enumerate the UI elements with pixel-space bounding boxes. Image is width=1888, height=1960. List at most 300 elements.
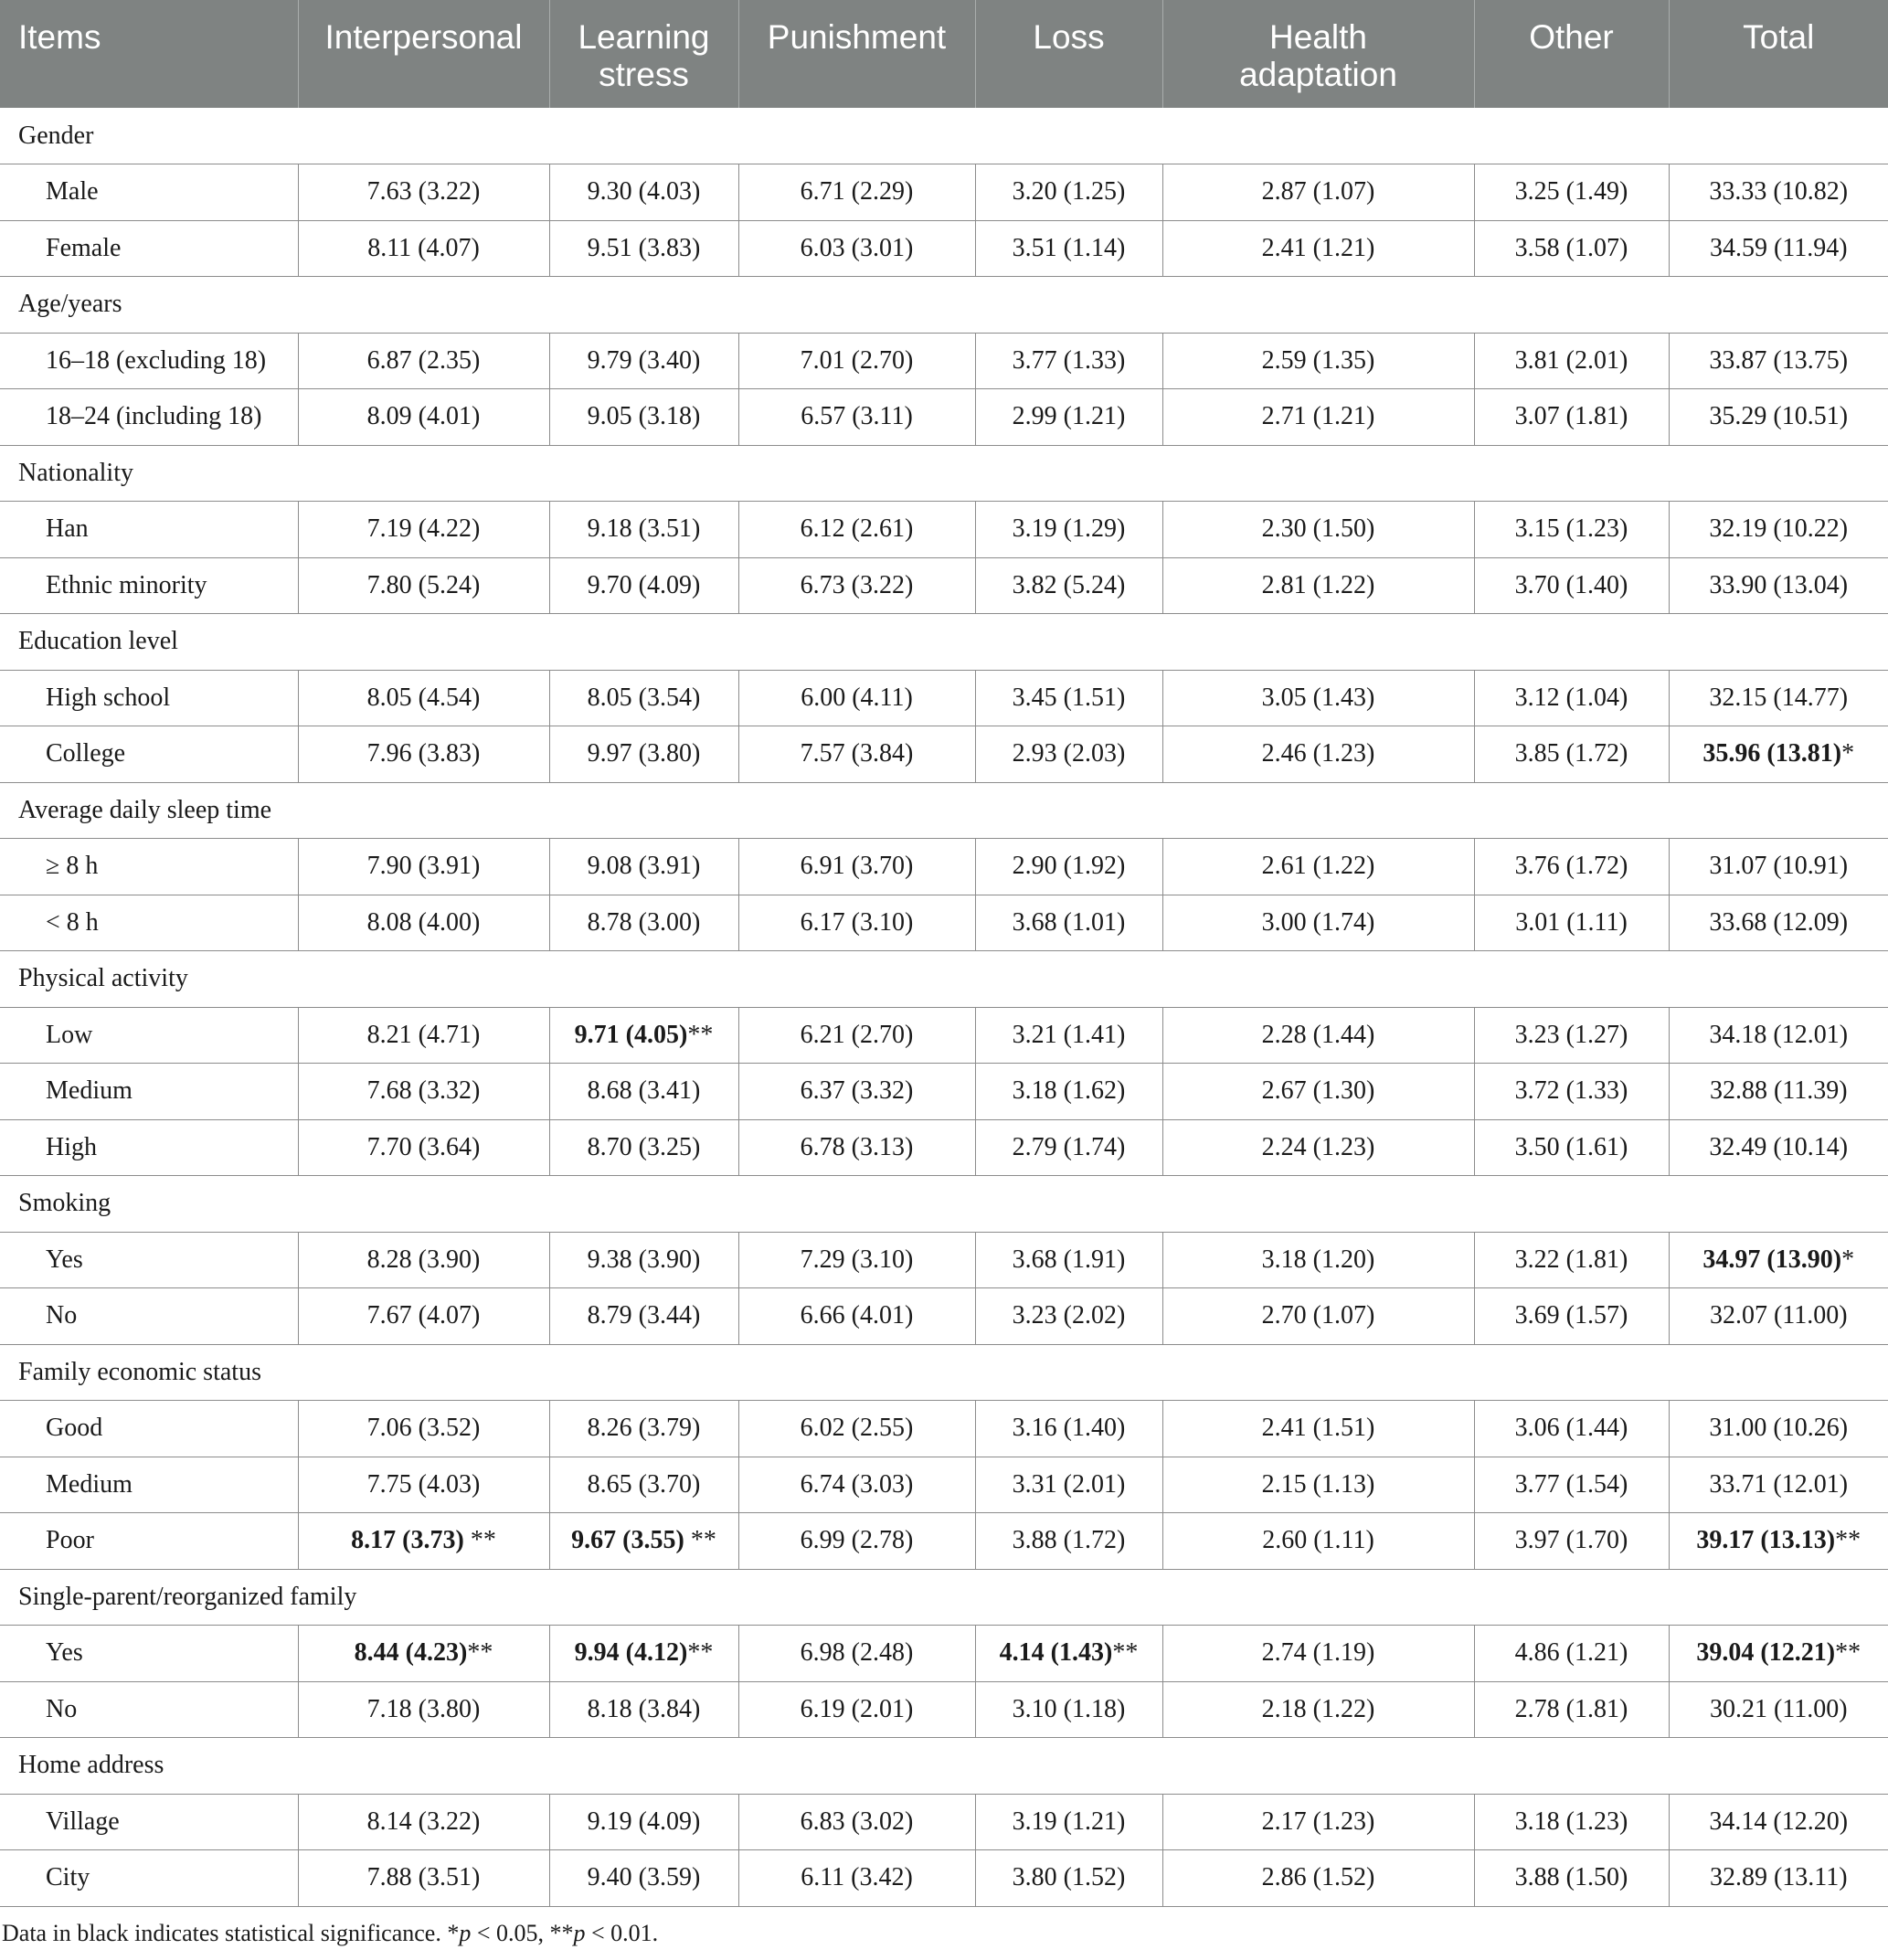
footnote-p-symbol: p: [459, 1919, 472, 1946]
table-cell: [549, 1626, 738, 1682]
table-cell: [1474, 1064, 1669, 1120]
table-cell: [1162, 1794, 1474, 1850]
table-cell: [1162, 1007, 1474, 1064]
table-cell: [1162, 1681, 1474, 1738]
table-row: [0, 1232, 1888, 1288]
table-row: [0, 1288, 1888, 1345]
table-cell: [1474, 502, 1669, 558]
table-cell: [298, 1457, 549, 1513]
cell-value: 34.59 (11.94): [1709, 233, 1848, 262]
footnote-threshold-2: < 0.01.: [585, 1919, 659, 1946]
group-title: Education level: [0, 614, 1888, 671]
table-cell: [1669, 839, 1888, 895]
cell-value: 3.22 (1.81): [1514, 1245, 1628, 1274]
cell-value: 8.09 (4.01): [366, 402, 481, 431]
row-label: Poor: [0, 1513, 298, 1570]
group-header-row: [0, 1738, 1888, 1795]
group-header-row: [0, 1176, 1888, 1233]
cell-value: 6.87 (2.35): [366, 345, 481, 375]
row-label: Female: [0, 220, 298, 277]
significance-marker: **: [463, 1526, 496, 1555]
table-cell: [1669, 726, 1888, 783]
cell-value: 6.71 (2.29): [800, 177, 914, 207]
cell-value: 2.18 (1.22): [1261, 1694, 1375, 1723]
cell-value: 3.05 (1.43): [1261, 683, 1375, 712]
cell-value: 9.79 (3.40): [587, 345, 701, 375]
group-title: Smoking: [0, 1176, 1888, 1233]
cell-value: 6.57 (3.11): [801, 402, 913, 431]
table-cell: [1474, 220, 1669, 277]
cell-value: 6.21 (2.70): [800, 1020, 914, 1049]
cell-value: 2.79 (1.74): [1012, 1132, 1126, 1161]
table-cell: [975, 726, 1162, 783]
table-cell: [975, 1007, 1162, 1064]
table-cell: [1162, 670, 1474, 726]
table-cell: [298, 1064, 549, 1120]
table-cell: [1474, 1513, 1669, 1570]
cell-value: 2.41 (1.21): [1261, 233, 1375, 262]
table-cell: [549, 1457, 738, 1513]
column-header-text: Total: [1743, 18, 1815, 56]
table-cell: [1474, 670, 1669, 726]
table-cell: [298, 1007, 549, 1064]
cell-value: 6.03 (3.01): [800, 233, 914, 262]
cell-value: 6.73 (3.22): [800, 570, 914, 599]
table-cell: [549, 220, 738, 277]
table-cell: [1162, 1401, 1474, 1457]
row-label: Medium: [0, 1064, 298, 1120]
cell-value: 3.88 (1.50): [1514, 1863, 1628, 1892]
cell-value: 3.72 (1.33): [1514, 1076, 1628, 1106]
cell-value: 3.19 (1.29): [1012, 514, 1126, 544]
cell-value: 3.77 (1.33): [1012, 345, 1126, 375]
cell-value: 8.79 (3.44): [587, 1301, 701, 1330]
table-cell: [975, 557, 1162, 614]
table-cell: [1474, 1119, 1669, 1176]
table-cell: [298, 895, 549, 951]
table-cell: [1474, 164, 1669, 221]
table-cell: [1162, 1064, 1474, 1120]
table-cell: [1162, 220, 1474, 277]
table-cell: [1162, 1850, 1474, 1907]
cell-value: 2.67 (1.30): [1261, 1076, 1375, 1106]
cell-value: 8.26 (3.79): [587, 1414, 701, 1443]
cell-value: 7.19 (4.22): [366, 514, 481, 544]
significant-value: 39.17 (13.13): [1696, 1526, 1836, 1555]
cell-value: 8.14 (3.22): [366, 1806, 481, 1836]
table-cell: [549, 1401, 738, 1457]
table-cell: [1162, 726, 1474, 783]
cell-value: 3.18 (1.62): [1012, 1076, 1126, 1106]
table-cell: [1669, 1064, 1888, 1120]
column-header-text: Health: [1269, 18, 1367, 56]
group-title: Physical activity: [0, 951, 1888, 1008]
table-cell: [549, 895, 738, 951]
group-header-row: [0, 1569, 1888, 1626]
cell-value: 9.30 (4.03): [587, 177, 701, 207]
table-cell: [549, 389, 738, 446]
table-cell: [738, 1232, 975, 1288]
cell-value: 8.65 (3.70): [587, 1469, 701, 1499]
cell-value: 3.88 (1.72): [1012, 1526, 1126, 1555]
table-cell: [1669, 1681, 1888, 1738]
table-cell: [549, 1681, 738, 1738]
cell-value: 8.05 (4.54): [366, 683, 481, 712]
cell-value: 2.24 (1.23): [1261, 1132, 1375, 1161]
cell-value: 3.82 (5.24): [1012, 570, 1126, 599]
cell-value: 31.00 (10.26): [1709, 1414, 1849, 1443]
table-cell: [1474, 557, 1669, 614]
table-row: [0, 895, 1888, 951]
cell-value: 6.37 (3.32): [800, 1076, 914, 1106]
cell-value: 7.06 (3.52): [366, 1414, 481, 1443]
cell-value: 7.68 (3.32): [366, 1076, 481, 1106]
table-cell: [1669, 557, 1888, 614]
cell-value: 32.49 (10.14): [1709, 1132, 1849, 1161]
table-cell: [1474, 895, 1669, 951]
row-label: High: [0, 1119, 298, 1176]
cell-value: 3.31 (2.01): [1012, 1469, 1126, 1499]
cell-value: 7.70 (3.64): [366, 1132, 481, 1161]
row-label: Medium: [0, 1457, 298, 1513]
cell-value: 32.88 (11.39): [1709, 1076, 1848, 1106]
table-cell: [1669, 502, 1888, 558]
row-label: No: [0, 1681, 298, 1738]
table-row: [0, 1401, 1888, 1457]
table-cell: [1474, 1401, 1669, 1457]
table-cell: [1474, 726, 1669, 783]
table-cell: [1669, 670, 1888, 726]
table-cell: [738, 839, 975, 895]
table-cell: [1162, 1232, 1474, 1288]
row-label: High school: [0, 670, 298, 726]
table-cell: [549, 1119, 738, 1176]
cell-value: 33.87 (13.75): [1709, 345, 1849, 375]
table-cell: [975, 389, 1162, 446]
cell-value: 32.89 (13.11): [1709, 1863, 1848, 1892]
table-cell: [738, 1850, 975, 1907]
group-header-row: [0, 1344, 1888, 1401]
group-title: Nationality: [0, 445, 1888, 502]
cell-value: 2.70 (1.07): [1261, 1301, 1375, 1330]
cell-value: 32.19 (10.22): [1709, 514, 1849, 544]
table-row: [0, 1513, 1888, 1570]
table-cell: [975, 1513, 1162, 1570]
table-cell: [549, 1007, 738, 1064]
table-cell: [1474, 1007, 1669, 1064]
significant-value: 39.04 (12.21): [1696, 1638, 1836, 1668]
cell-value: 31.07 (10.91): [1709, 852, 1849, 881]
table-cell: [298, 1288, 549, 1345]
cell-value: 7.29 (3.10): [800, 1245, 914, 1274]
table-cell: [975, 839, 1162, 895]
cell-value: 3.15 (1.23): [1514, 514, 1628, 544]
cell-value: 8.70 (3.25): [587, 1132, 701, 1161]
cell-value: 8.05 (3.54): [587, 683, 701, 712]
cell-value: 2.99 (1.21): [1012, 402, 1126, 431]
table-cell: [1474, 1232, 1669, 1288]
table-row: [0, 1794, 1888, 1850]
table-cell: [1162, 1288, 1474, 1345]
table-cell: [549, 333, 738, 389]
row-label: < 8 h: [0, 895, 298, 951]
table-cell: [975, 1626, 1162, 1682]
table-cell: [1669, 220, 1888, 277]
table-cell: [738, 389, 975, 446]
table-row: [0, 1457, 1888, 1513]
group-header-row: [0, 614, 1888, 671]
row-label: Ethnic minority: [0, 557, 298, 614]
table-cell: [298, 1401, 549, 1457]
table-cell: [738, 1626, 975, 1682]
cell-value: 2.74 (1.19): [1261, 1638, 1375, 1668]
row-label: 18–24 (including 18): [0, 389, 298, 446]
table-cell: [1474, 1626, 1669, 1682]
cell-value: 2.41 (1.51): [1261, 1414, 1375, 1443]
table-row: [0, 1626, 1888, 1682]
table-row: [0, 1850, 1888, 1907]
table-cell: [975, 502, 1162, 558]
group-title: Gender: [0, 108, 1888, 164]
table-cell: [738, 1401, 975, 1457]
cell-value: 4.86 (1.21): [1514, 1638, 1628, 1668]
cell-value: 6.91 (3.70): [800, 852, 914, 881]
table-cell: [298, 557, 549, 614]
cell-value: 9.19 (4.09): [587, 1806, 701, 1836]
row-label: Han: [0, 502, 298, 558]
cell-value: 32.07 (11.00): [1709, 1301, 1848, 1330]
row-label: 16–18 (excluding 18): [0, 333, 298, 389]
cell-value: 9.38 (3.90): [587, 1245, 701, 1274]
table-cell: [738, 220, 975, 277]
table-row: [0, 333, 1888, 389]
cell-value: 6.11 (3.42): [801, 1863, 913, 1892]
table-cell: [298, 726, 549, 783]
cell-value: 2.17 (1.23): [1261, 1806, 1375, 1836]
column-header-text: Items: [18, 18, 101, 56]
table-cell: [975, 670, 1162, 726]
table-cell: [298, 1513, 549, 1570]
table-cell: [549, 839, 738, 895]
cell-value: 3.00 (1.74): [1261, 907, 1375, 937]
cell-value: 3.97 (1.70): [1514, 1526, 1628, 1555]
cell-value: 2.59 (1.35): [1261, 345, 1375, 375]
table-cell: [1669, 389, 1888, 446]
cell-value: 3.45 (1.51): [1012, 683, 1126, 712]
cell-value: 3.85 (1.72): [1514, 739, 1628, 768]
column-header-text: adaptation: [1239, 56, 1397, 93]
column-header-text: Interpersonal: [324, 18, 523, 56]
row-label: Low: [0, 1007, 298, 1064]
cell-value: 9.97 (3.80): [587, 739, 701, 768]
column-header: [298, 0, 549, 108]
cell-value: 2.15 (1.13): [1261, 1469, 1375, 1499]
table-cell: [738, 895, 975, 951]
table-cell: [298, 1681, 549, 1738]
cell-value: 2.71 (1.21): [1261, 402, 1375, 431]
table-cell: [298, 220, 549, 277]
cell-value: 34.18 (12.01): [1709, 1020, 1849, 1049]
cell-value: 2.61 (1.22): [1261, 852, 1375, 881]
column-header: [738, 0, 975, 108]
cell-value: 2.78 (1.81): [1514, 1694, 1628, 1723]
cell-value: 6.74 (3.03): [800, 1469, 914, 1499]
group-title: Home address: [0, 1738, 1888, 1795]
row-label: Yes: [0, 1232, 298, 1288]
cell-value: 3.18 (1.20): [1261, 1245, 1375, 1274]
table-cell: [1669, 1513, 1888, 1570]
significant-value: 8.44 (4.23): [354, 1638, 468, 1668]
cell-value: 9.70 (4.09): [587, 570, 701, 599]
table-cell: [1669, 1626, 1888, 1682]
table-cell: [975, 1064, 1162, 1120]
table-cell: [1162, 1513, 1474, 1570]
table-cell: [738, 164, 975, 221]
table-cell: [1162, 1119, 1474, 1176]
cell-value: 7.57 (3.84): [800, 739, 914, 768]
cell-value: 6.12 (2.61): [800, 514, 914, 544]
cell-value: 6.19 (2.01): [800, 1694, 914, 1723]
table-cell: [1669, 1457, 1888, 1513]
table-body: [0, 108, 1888, 1906]
table-cell: [975, 333, 1162, 389]
table-cell: [738, 1007, 975, 1064]
table-cell: [1162, 557, 1474, 614]
table-row: [0, 839, 1888, 895]
table-cell: [975, 220, 1162, 277]
table-cell: [549, 1064, 738, 1120]
cell-value: 35.29 (10.51): [1709, 402, 1849, 431]
significance-marker: *: [1841, 1245, 1855, 1274]
cell-value: 3.25 (1.49): [1514, 177, 1628, 207]
cell-value: 7.75 (4.03): [366, 1469, 481, 1499]
cell-value: 3.69 (1.57): [1514, 1301, 1628, 1330]
table-cell: [1162, 1457, 1474, 1513]
cell-value: 6.02 (2.55): [800, 1414, 914, 1443]
cell-value: 3.12 (1.04): [1514, 683, 1628, 712]
cell-value: 3.19 (1.21): [1012, 1806, 1126, 1836]
cell-value: 2.86 (1.52): [1261, 1863, 1375, 1892]
table-cell: [549, 1794, 738, 1850]
table-cell: [975, 895, 1162, 951]
table-cell: [738, 1794, 975, 1850]
cell-value: 3.06 (1.44): [1514, 1414, 1628, 1443]
cell-value: 2.30 (1.50): [1261, 514, 1375, 544]
table-cell: [738, 333, 975, 389]
table-cell: [549, 557, 738, 614]
cell-value: 6.98 (2.48): [800, 1638, 914, 1668]
table-cell: [549, 1288, 738, 1345]
table-cell: [1162, 333, 1474, 389]
table-cell: [738, 1064, 975, 1120]
cell-value: 2.81 (1.22): [1261, 570, 1375, 599]
cell-value: 3.16 (1.40): [1012, 1414, 1126, 1443]
row-label: Male: [0, 164, 298, 221]
row-label: No: [0, 1288, 298, 1345]
group-title: Average daily sleep time: [0, 782, 1888, 839]
table-cell: [298, 389, 549, 446]
cell-value: 2.87 (1.07): [1261, 177, 1375, 207]
table-row: [0, 726, 1888, 783]
cell-value: 8.21 (4.71): [366, 1020, 481, 1049]
cell-value: 30.21 (11.00): [1709, 1694, 1848, 1723]
table-cell: [1669, 1401, 1888, 1457]
cell-value: 7.90 (3.91): [366, 852, 481, 881]
table-cell: [738, 1119, 975, 1176]
table-cell: [975, 1232, 1162, 1288]
table-cell: [549, 164, 738, 221]
cell-value: 8.18 (3.84): [587, 1694, 701, 1723]
group-header-row: [0, 782, 1888, 839]
column-header: [1669, 0, 1888, 108]
group-title: Single-parent/reorganized family: [0, 1569, 1888, 1626]
significance-marker: **: [1835, 1526, 1861, 1555]
significant-value: 4.14 (1.43): [999, 1638, 1113, 1668]
cell-value: 9.05 (3.18): [587, 402, 701, 431]
table-cell: [1474, 1850, 1669, 1907]
column-header-text: Other: [1529, 18, 1614, 56]
column-header: [1474, 0, 1669, 108]
table-row: [0, 389, 1888, 446]
table-cell: [1669, 1119, 1888, 1176]
table-cell: [1669, 164, 1888, 221]
table-cell: [975, 1850, 1162, 1907]
table-cell: [549, 726, 738, 783]
table-cell: [549, 502, 738, 558]
table-cell: [1669, 1007, 1888, 1064]
significance-marker: *: [1841, 739, 1855, 768]
table-cell: [1162, 502, 1474, 558]
cell-value: 3.20 (1.25): [1012, 177, 1126, 207]
table-cell: [1474, 1794, 1669, 1850]
cell-value: 7.63 (3.22): [366, 177, 481, 207]
table-cell: [298, 839, 549, 895]
table-cell: [738, 1513, 975, 1570]
cell-value: 7.96 (3.83): [366, 739, 481, 768]
cell-value: 9.40 (3.59): [587, 1863, 701, 1892]
table-row: [0, 220, 1888, 277]
row-label: Village: [0, 1794, 298, 1850]
row-label: City: [0, 1850, 298, 1907]
cell-value: 7.67 (4.07): [366, 1301, 481, 1330]
cell-value: 7.80 (5.24): [366, 570, 481, 599]
cell-value: 8.68 (3.41): [587, 1076, 701, 1106]
cell-value: 7.88 (3.51): [366, 1863, 481, 1892]
row-label: College: [0, 726, 298, 783]
significance-marker: **: [467, 1638, 493, 1668]
cell-value: 6.99 (2.78): [800, 1526, 914, 1555]
cell-value: 8.08 (4.00): [366, 907, 481, 937]
cell-value: 2.90 (1.92): [1012, 852, 1126, 881]
cell-value: 6.78 (3.13): [800, 1132, 914, 1161]
column-header-text: Loss: [1033, 18, 1105, 56]
table-cell: [738, 557, 975, 614]
table-cell: [1474, 1457, 1669, 1513]
cell-value: 3.23 (2.02): [1012, 1301, 1126, 1330]
footnote-threshold-1: < 0.05, **: [471, 1919, 574, 1946]
table-cell: [975, 1119, 1162, 1176]
table-cell: [1474, 1288, 1669, 1345]
column-header: [975, 0, 1162, 108]
cell-value: 2.93 (2.03): [1012, 739, 1126, 768]
table-row: [0, 1007, 1888, 1064]
table-cell: [298, 333, 549, 389]
cell-value: 6.17 (3.10): [800, 907, 914, 937]
column-header: [1162, 0, 1474, 108]
table-cell: [738, 670, 975, 726]
cell-value: 3.81 (2.01): [1514, 345, 1628, 375]
table-row: [0, 670, 1888, 726]
